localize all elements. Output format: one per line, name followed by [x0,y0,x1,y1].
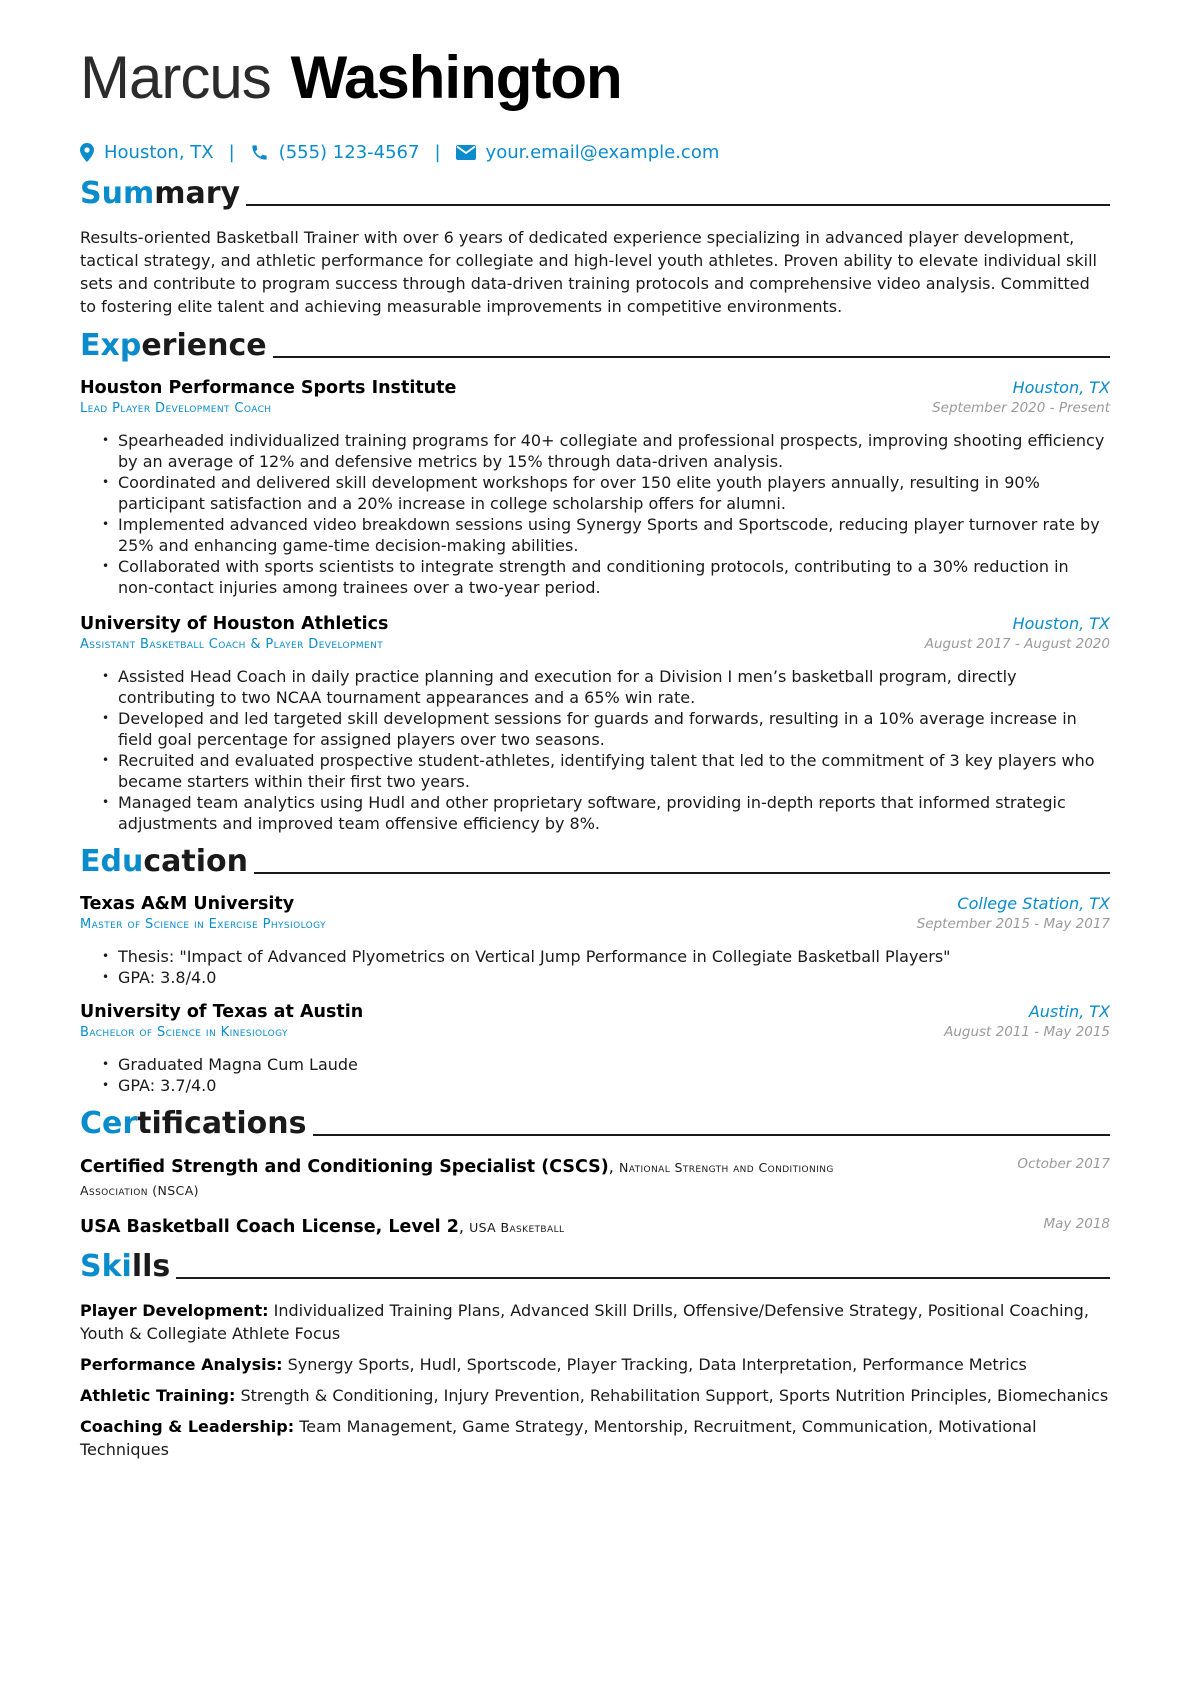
education-section [80,834,1110,1096]
section-divider [273,356,1110,358]
section-title-accent: Edu [80,844,144,879]
entry-location: College Station, TX [957,894,1110,913]
experience-entry [80,614,1110,834]
first-name: Marcus [80,44,271,111]
list-item: • Recruited and evaluated prospective student-athletes, identifying talent that led to the commitment of 3 key players who became starters within their first two years. [118,750,1110,792]
section-title-accent: Sum [80,176,155,211]
section-title-rest: cation [143,844,248,879]
phone-text: (555) 123-4567 [278,141,420,163]
certifications-section [80,1096,1110,1239]
map-pin-icon [80,143,94,162]
achievement-list [80,430,1110,598]
list-item: • Implemented advanced video breakdown sessions using Synergy Sports and Sportscode, reducing player turnover rate by 25% and enhancing game-time decision-making abilities. [118,514,1110,556]
section-heading [80,1239,1110,1285]
section-title-rest: tifications [137,1106,307,1141]
section-title [80,176,240,212]
list-item: • Managed team analytics using Hudl and other proprietary software, providing in-depth reports that informed strategic adjustments and improved team offensive efficiency by 8%. [118,792,1110,834]
certification-entry: Certified Strength and Conditioning Specialist (CSCS), National Strength and Conditioning Association (NSCA) October 2017 [80,1156,1110,1198]
education-entry [80,894,1110,988]
certification-issuer: USA Basketball [469,1220,565,1235]
section-title [80,1249,170,1285]
certification-date: May 2018 [1043,1216,1110,1232]
list-item: • Developed and led targeted skill development sessions for guards and forwards, resulting in a 10% average increase in field goal percentage for assigned players over two seasons. [118,708,1110,750]
skills-list [80,1299,1110,1461]
contact-separator: | [434,141,441,163]
section-heading [80,318,1110,364]
entry-dates: September 2015 - May 2017 [916,916,1110,932]
candidate-name [80,36,1110,120]
location-text: Houston, TX [104,141,214,163]
summary-section [80,166,1110,318]
summary-text: Results-oriented Basketball Trainer with over 6 years of dedicated experience specializing in advanced player development, tactical strategy, and athletic performance for collegiate and high-level youth athletes. Proven ability to elevate individual skill sets and contribute to program success through data-driven training protocols and comprehensive video analysis. Committed to fostering elite talent and achieving measurable improvements in competitive environments. [80,228,1097,316]
school-name: Texas A&M University [80,894,295,914]
section-title-rest: erience [141,328,267,363]
certification-issuer: National Strength and Conditioning Association (NSCA) [80,1160,834,1198]
section-title [80,844,248,880]
certification-name: USA Basketball Coach License, Level 2 [80,1217,459,1237]
section-divider [176,1277,1110,1279]
job-title: Lead Player Development Coach [80,401,272,416]
skill-row [80,1299,1110,1345]
skills-section [80,1239,1110,1461]
entry-location: Houston, TX [1012,614,1110,633]
contact-email[interactable] [456,142,720,163]
skill-category: Athletic Training: [80,1386,236,1405]
section-title-accent: Ski [80,1249,132,1284]
list-item: • Assisted Head Coach in daily practice planning and execution for a Division I men’s basketball program, directly contributing to two NCAA tournament appearances and a 65% win rate. [118,666,1110,708]
achievement-list [80,666,1110,834]
section-heading [80,1096,1110,1142]
skill-values: Synergy Sports, Hudl, Sportscode, Player Tracking, Data Interpretation, Performance Metrics [287,1355,1027,1374]
entry-dates: August 2011 - May 2015 [944,1024,1110,1040]
entry-dates: August 2017 - August 2020 [924,636,1110,652]
list-item: • Coordinated and delivered skill development workshops for over 150 elite youth players annually, resulting in 90% participant satisfaction and a 20% increase in college scholarship offers for alumni. [118,472,1110,514]
skill-row [80,1353,1110,1376]
list-item: • GPA: 3.7/4.0 [118,1075,1110,1096]
contact-phone[interactable] [250,142,420,163]
phone-icon [250,143,269,162]
skill-values: Team Management, Game Strategy, Mentorship, Recruitment, Communication, Motivational Techniques [80,1417,1037,1459]
section-title-rest: lls [131,1249,171,1284]
entry-location: Austin, TX [1028,1002,1110,1021]
job-title: Assistant Basketball Coach & Player Development [80,637,384,652]
experience-entry [80,378,1110,598]
education-details [80,946,1110,988]
degree-title: Bachelor of Science in Kinesiology [80,1025,288,1040]
list-item: • Thesis: "Impact of Advanced Plyometrics on Vertical Jump Performance in Collegiate Basketball Players" [118,946,1110,967]
section-divider [246,204,1110,206]
section-heading [80,834,1110,880]
certification-name: Certified Strength and Conditioning Specialist (CSCS) [80,1157,609,1177]
skill-values: Strength & Conditioning, Injury Prevention, Rehabilitation Support, Sports Nutrition Principles, Biomechanics [240,1386,1109,1405]
employer-name: University of Houston Athletics [80,614,389,634]
last-name: Washington [290,44,622,111]
section-divider [254,872,1110,874]
section-heading [80,166,1110,212]
section-title [80,328,267,364]
skill-values: Individualized Training Plans, Advanced Skill Drills, Offensive/Defensive Strategy, Positional Coaching, Youth & Collegiate Athlete Focus [80,1301,1089,1343]
skill-category: Performance Analysis: [80,1355,283,1374]
section-title-rest: mary [154,176,241,211]
skill-row [80,1415,1110,1461]
skill-category: Player Development: [80,1301,269,1320]
skill-row [80,1384,1110,1407]
certification-date: October 2017 [1017,1156,1110,1172]
section-title-accent: Cer [80,1106,138,1141]
list-item: • GPA: 3.8/4.0 [118,967,1110,988]
list-item: • Collaborated with sports scientists to integrate strength and conditioning protocols, contributing to a 30% reduction in non-contact injuries among trainees over a two-year period. [118,556,1110,598]
section-title [80,1106,307,1142]
envelope-icon [456,145,476,160]
education-entry [80,1002,1110,1096]
entry-dates: September 2020 - Present [932,400,1110,416]
list-item: • Graduated Magna Cum Laude [118,1054,1110,1075]
contact-location [80,142,214,163]
email-text: your.email@example.com [485,141,720,163]
certification-entry: USA Basketball Coach License, Level 2, USA Basketball May 2018 [80,1216,1110,1237]
experience-section [80,318,1110,834]
education-details [80,1054,1110,1096]
contact-bar [80,138,1110,166]
school-name: University of Texas at Austin [80,1002,364,1022]
employer-name: Houston Performance Sports Institute [80,378,457,398]
contact-separator: | [228,141,235,163]
entry-location: Houston, TX [1012,378,1110,397]
degree-title: Master of Science in Exercise Physiology [80,917,326,932]
skill-category: Coaching & Leadership: [80,1417,295,1436]
section-title-accent: Exp [80,328,142,363]
section-divider [313,1134,1110,1136]
list-item: • Spearheaded individualized training programs for 40+ collegiate and professional prospects, improving shooting efficiency by an average of 12% and defensive metrics by 15% through data-driven analysis. [118,430,1110,472]
